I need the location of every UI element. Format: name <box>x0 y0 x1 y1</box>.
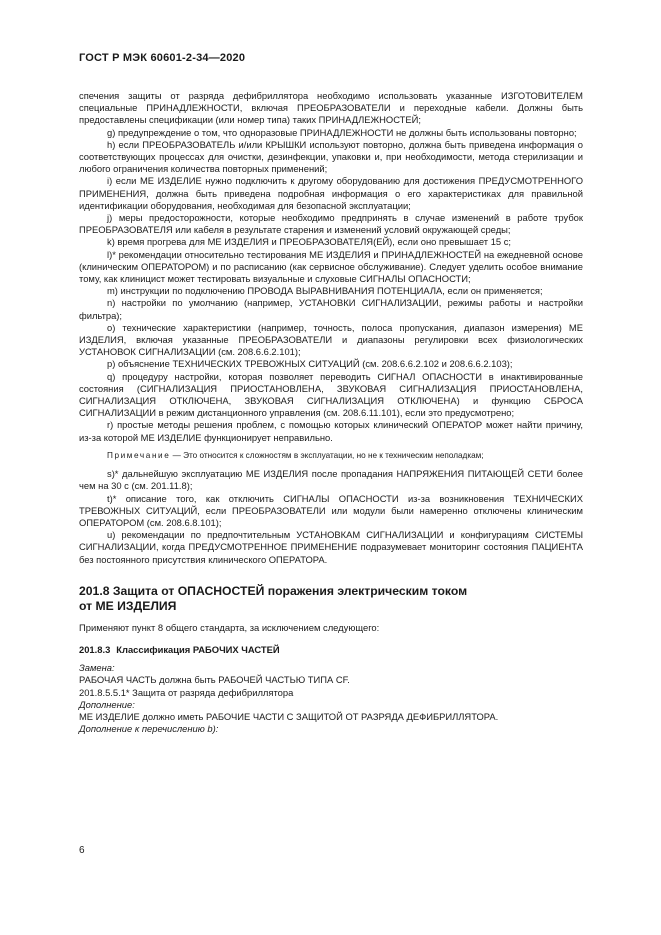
list-item-h: h) если ПРЕОБРАЗОВАТЕЛЬ и/или КРЫШКИ используют повторно, должна быть приведена информация о соответствующих процессах для очистки, дезинфекции, упаковки и, при необходимости, метода стерилизации и любого ограничения количества повторных применений; <box>79 138 583 175</box>
replacement-label: Замена: <box>79 662 115 674</box>
section-heading <box>79 584 583 614</box>
note-text: — Это относится к сложностям в эксплуатации, но не к техническим неполадкам; <box>170 450 484 460</box>
list-item-n: n) настройки по умолчанию (например, УСТАНОВКИ СИГНАЛИЗАЦИИ, режимы работы и настройки фильтра); <box>79 297 583 321</box>
list-item-i: i) если МЕ ИЗДЕЛИЕ нужно подключить к другому оборудованию для достижения ПРЕДУСМОТРЕННОГО ПРИМЕНЕНИЯ, должна быть приведена подробная информация о его характеристиках для правильной идентификации оборудования, необходимая для безопасной эксплуатации; <box>79 175 583 211</box>
document-header: ГОСТ Р МЭК 60601-2-34—2020 <box>79 52 246 64</box>
page-number: 6 <box>79 845 85 856</box>
list-item-p: p) объяснение ТЕХНИЧЕСКИХ ТРЕВОЖНЫХ СИТУАЦИЙ (см. 208.6.6.2.102 и 208.6.6.2.103); <box>107 358 513 370</box>
clause-heading: 201.8.5.5.1* Защита от разряда дефибриллятора <box>79 686 294 698</box>
addition-text: МЕ ИЗДЕЛИЕ должно иметь РАБОЧИЕ ЧАСТИ С ЗАЩИТОЙ ОТ РАЗРЯДА ДЕФИБРИЛЛЯТОРА. <box>79 710 499 722</box>
list-item-g: g) предупреждение о том, что одноразовые ПРИНАДЛЕЖНОСТИ не должны быть использованы повторно; <box>107 126 577 138</box>
section-heading-line2: от МЕ ИЗДЕЛИЯ <box>79 598 177 613</box>
addition-enum-label: Дополнение к перечислению b): <box>79 723 219 735</box>
list-item-o: o) технические характеристики (например, точность, полоса пропускания, диапазон измерения) МЕ ИЗДЕЛИЯ, включая указанные ПРЕОБРАЗОВАТЕЛИ и диапазоны регулировки всех физиологических УСТАНОВОК СИГНАЛИЗАЦИИ (см. 208.6.6.2.101); <box>79 321 583 358</box>
addition-label: Дополнение: <box>79 698 135 710</box>
subsection-title: Классификация РАБОЧИХ ЧАСТЕЙ <box>116 643 280 655</box>
list-item-u: u) рекомендации по предпочтительным УСТАНОВКАМ СИГНАЛИЗАЦИИ и конфигурациям СИСТЕМЫ СИГНАЛИЗАЦИИ, когда ПРЕДУСМОТРЕННОЕ ПРИМЕНЕНИЕ подразумевает мониторинг состояния ПАЦИЕНТА без постоянного присутствия клинического ОПЕРАТОРА. <box>79 529 583 565</box>
paragraph-continuation: спечения защиты от разряда дефибриллятора необходимо использовать указанные ИЗГОТОВИТЕЛЕМ специальные ПРИНАДЛЕЖНОСТИ, включая ПРЕОБРАЗОВАТЕЛИ и переходные кабели. Должны быть предоставлены спецификации (или номер типа) таких ПРИНАДЛЕЖНОСТЕЙ; <box>79 90 583 126</box>
replacement-text: РАБОЧАЯ ЧАСТЬ должна быть РАБОЧЕЙ ЧАСТЬЮ ТИПА CF. <box>79 674 350 686</box>
list-item-k: k) время прогрева для МЕ ИЗДЕЛИЯ и ПРЕОБРАЗОВАТЕЛЯ(ЕЙ), если оно превышает 15 с; <box>107 236 512 248</box>
subsection-number: 201.8.3 <box>79 643 111 655</box>
list-item-s: s)* дальнейшую эксплуатацию МЕ ИЗДЕЛИЯ после пропадания НАПРЯЖЕНИЯ ПИТАЮЩЕЙ СЕТИ более чем на 30 с (см. 201.11.8); <box>79 468 583 492</box>
subsection-heading <box>79 644 583 656</box>
list-item-t: t)* описание того, как отключить СИГНАЛЫ ОПАСНОСТИ из-за возникновения ТЕХНИЧЕСКИХ ТРЕВОЖНЫХ СИТУАЦИЙ, если ПРЕОБРАЗОВАТЕЛИ или модули были намеренно отключены клиническим ОПЕРАТОРОМ (см. 208.6.8.101); <box>79 492 583 528</box>
list-item-j: j) меры предосторожности, которые необходимо предпринять в случае изменений в работе трубок ПРЕОБРАЗОВАТЕЛЯ или кабеля в результате старения и изменений условий окружающей среды; <box>79 212 583 236</box>
list-item-r: r) простые методы решения проблем, с помощью которых клинический ОПЕРАТОР может найти причину, из-за которой МЕ ИЗДЕЛИЕ функционирует неправильно. <box>79 419 583 443</box>
note-label: Примечание <box>107 450 171 460</box>
section-intro: Применяют пункт 8 общего стандарта, за исключением следующего: <box>79 621 380 633</box>
list-item-q: q) процедуру настройки, которая позволяет переводить СИГНАЛ ОПАСНОСТИ в инактивированные состояния (СИГНАЛИЗАЦИЯ ПРИОСТАНОВЛЕНА, ЗВУКОВАЯ СИГНАЛИЗАЦИЯ ПРИОСТАНОВЛЕНА, СИГНАЛИЗАЦИЯ ОТКЛЮЧЕНА, ЗВУКОВАЯ СИГНАЛИЗАЦИЯ ОТКЛЮЧЕНА) и функцию СБРОСА СИГНАЛИЗАЦИИ в режим дистанционного управления (см. 208.6.11.101), если это предусмотрено; <box>79 370 583 419</box>
section-heading-line1: 201.8 Защита от ОПАСНОСТЕЙ поражения электрическим током <box>79 583 468 598</box>
list-item-m: m) инструкции по подключению ПРОВОДА ВЫРАВНИВАНИЯ ПОТЕНЦИАЛА, если он применяется; <box>107 285 543 297</box>
list-item-l: l)* рекомендации относительно тестирования МЕ ИЗДЕЛИЯ и ПРИНАДЛЕЖНОСТЕЙ на ежедневной основе (клиническим ОПЕРАТОРОМ) и по расписанию (как сервисное обслуживание). Следует уделить особое внимание тому, как клиницист может тестировать визуальные и слуховые СИГНАЛЫ ОПАСНОСТИ; <box>79 248 583 285</box>
document-body <box>79 90 583 735</box>
note <box>79 450 583 462</box>
